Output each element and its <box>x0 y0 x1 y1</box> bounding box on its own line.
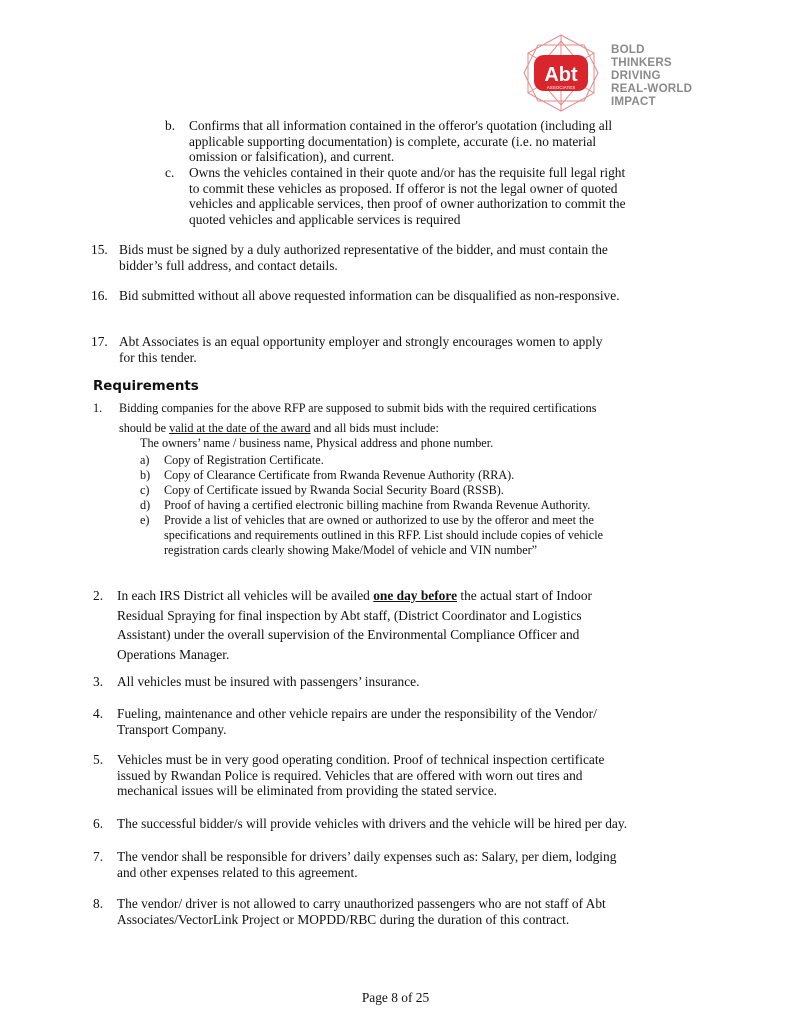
requirement-3: 3. All vehicles must be insured with passengers’ insurance. <box>93 674 420 689</box>
requirements-heading: Requirements <box>93 379 199 394</box>
requirement-5: 5. Vehicles must be in very good operating condition. Proof of technical inspection certificate issued by Rwandan Police is required. Vehicles that are offered with worn out tires and mechanical issues will be eliminated from providing the stated service. <box>93 752 605 798</box>
req-sub-c: c) Copy of Certificate issued by Rwanda Social Security Board (RSSB). <box>140 483 504 497</box>
requirement-2: 2. In each IRS District all vehicles will be availed one day before the actual start of Indoor Residual Spraying for final inspection by Abt staff, (District Coordinator and Logistics Assistant) under the overall supervision of the Environmental Compliance Officer and Operations Manager. <box>93 588 592 662</box>
item-16: 16. Bid submitted without all above requested information can be disqualified as non-responsive. <box>91 288 620 303</box>
requirement-1-subs <box>140 453 603 558</box>
requirement-8: 8. The vendor/ driver is not allowed to carry unauthorized passengers who are not staff of Abt Associates/VectorLink Project or MOPDD/RBC during the duration of this contract. <box>93 896 606 927</box>
req-sub-b: b) Copy of Clearance Certificate from Rwanda Revenue Authority (RRA). <box>140 468 515 482</box>
requirement-7: 7. The vendor shall be responsible for drivers’ daily expenses such as: Salary, per diem, lodging and other expenses related to this agreement. <box>93 849 617 880</box>
requirement-6: 6. The successful bidder/s will provide vehicles with drivers and the vehicle will be hired per day. <box>93 816 628 831</box>
item-17: 17. Abt Associates is an equal opportunity employer and strongly encourages women to apply for this tender. <box>91 334 603 365</box>
requirement-4: 4. Fueling, maintenance and other vehicle repairs are under the responsibility of the Vendor/ Transport Company. <box>93 706 597 737</box>
req-sub-e: e) Provide a list of vehicles that are owned or authorized to use by the offeror and meet the specifications and requirements outlined in this RFP. List should include copies of vehicle registration cards clearly showing Make/Model of vehicle and VIN number” <box>140 513 604 557</box>
req-sub-d: d) Proof of having a certified electronic billing machine from Rwanda Revenue Authority. <box>140 498 591 512</box>
sub-item-c: c. Owns the vehicles contained in their quote and/or has the requisite full legal right to commit these vehicles as proposed. If offeror is not the legal owner of quoted vehicles and applicable services, then proof of owner authorization to commit the quoted vehicles and applicable services is required <box>165 165 626 227</box>
logo-subtext: ASSOCIATES <box>546 85 576 90</box>
logo-text: Abt <box>544 64 578 86</box>
page-number: Page 8 of 25 <box>361 990 430 1005</box>
abt-logo <box>516 33 606 113</box>
tagline: BOLD THINKERS DRIVING REAL-WORLD IMPACT <box>611 43 693 108</box>
requirement-1: 1. Bidding companies for the above RFP are supposed to submit bids with the required certifications should be valid at the date of the award and all bids must include: <box>93 401 597 435</box>
sub-item-b: b. Confirms that all information contained in the offeror's quotation (including all applicable supporting documentation) is complete, accurate (i.e. no material omission or falsification), and current. <box>165 118 613 164</box>
item-15: 15. Bids must be signed by a duly authorized representative of the bidder, and must contain the bidder’s full address, and contact details. <box>91 242 608 273</box>
req-sub-a: a) Copy of Registration Certificate. <box>140 453 324 467</box>
requirement-1-owners-line: The owners’ name / business name, Physical address and phone number. <box>140 436 494 450</box>
